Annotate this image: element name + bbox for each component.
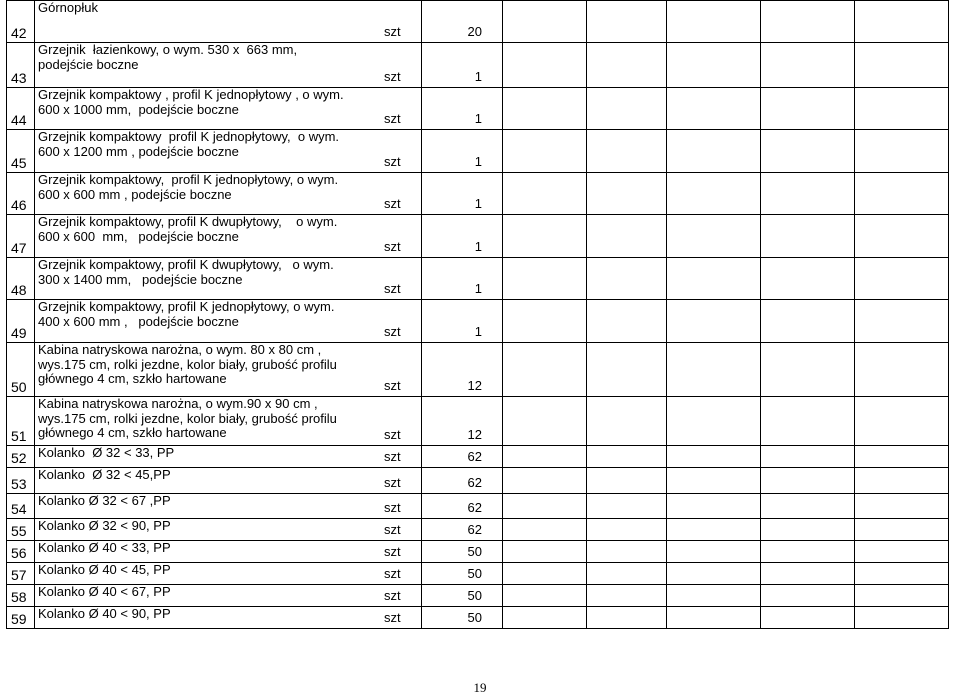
row-number: 53 (7, 468, 35, 494)
row-number: 45 (7, 130, 35, 173)
item-description-cell (35, 446, 422, 468)
empty-cell (587, 446, 667, 468)
item-description-cell (35, 43, 422, 88)
item-table (6, 0, 949, 629)
empty-cell (667, 585, 761, 607)
table-row (7, 43, 949, 88)
empty-cell (587, 300, 667, 343)
empty-cell (587, 519, 667, 541)
item-description: Kolanko Ø 32 < 45,PP (38, 467, 171, 482)
item-description-cell (35, 300, 422, 343)
empty-cell (855, 494, 949, 519)
empty-cell (855, 215, 949, 258)
table-row (7, 519, 949, 541)
empty-cell (761, 468, 855, 494)
empty-cell (855, 130, 949, 173)
item-description: Kolanko Ø 40 < 90, PP (38, 606, 171, 621)
table-row (7, 397, 949, 446)
table-row (7, 541, 949, 563)
quantity-cell: 50 (422, 563, 503, 585)
empty-cell (503, 215, 587, 258)
empty-cell (761, 519, 855, 541)
empty-cell (761, 130, 855, 173)
empty-cell (761, 541, 855, 563)
empty-cell (503, 607, 587, 629)
row-number: 49 (7, 300, 35, 343)
empty-cell (667, 343, 761, 397)
table-row (7, 607, 949, 629)
empty-cell (587, 130, 667, 173)
item-description-cell (35, 494, 422, 519)
table-row (7, 173, 949, 215)
item-description-cell (35, 563, 422, 585)
empty-cell (587, 88, 667, 130)
quantity-cell: 12 (422, 397, 503, 446)
item-description-cell (35, 215, 422, 258)
empty-cell (503, 397, 587, 446)
unit-label: szt (384, 474, 401, 490)
unit-label: szt (384, 499, 401, 515)
empty-cell (503, 258, 587, 300)
row-number: 42 (7, 1, 35, 43)
empty-cell (667, 173, 761, 215)
empty-cell (855, 343, 949, 397)
empty-cell (503, 300, 587, 343)
unit-label: szt (384, 609, 401, 625)
unit-label: szt (384, 238, 401, 254)
item-description-cell (35, 173, 422, 215)
empty-cell (503, 563, 587, 585)
empty-cell (503, 130, 587, 173)
empty-cell (761, 446, 855, 468)
empty-cell (761, 1, 855, 43)
empty-cell (667, 43, 761, 88)
empty-cell (587, 173, 667, 215)
empty-cell (855, 446, 949, 468)
item-description: Grzejnik kompaktowy, profil K jednopłytowy, o wym. 600 x 600 mm , podejście boczne (38, 172, 339, 202)
unit-label: szt (384, 587, 401, 603)
item-description: Kolanko Ø 40 < 33, PP (38, 540, 171, 555)
quantity-cell: 50 (422, 607, 503, 629)
quantity-cell: 1 (422, 43, 503, 88)
empty-cell (503, 88, 587, 130)
unit-label: szt (384, 521, 401, 537)
item-description: Kolanko Ø 32 < 90, PP (38, 518, 171, 533)
row-number: 48 (7, 258, 35, 300)
table-row (7, 563, 949, 585)
table-row (7, 1, 949, 43)
empty-cell (667, 300, 761, 343)
table-row (7, 258, 949, 300)
table-body (7, 1, 949, 629)
empty-cell (587, 258, 667, 300)
empty-cell (587, 468, 667, 494)
unit-label: szt (384, 110, 401, 126)
item-description: Grzejnik kompaktowy profil K jednopłytowy, o wym. 600 x 1200 mm , podejście boczne (38, 129, 340, 159)
row-number: 47 (7, 215, 35, 258)
item-description-cell (35, 258, 422, 300)
empty-cell (855, 173, 949, 215)
empty-cell (503, 343, 587, 397)
empty-cell (855, 541, 949, 563)
table-row (7, 130, 949, 173)
empty-cell (761, 258, 855, 300)
row-number: 51 (7, 397, 35, 446)
empty-cell (667, 468, 761, 494)
quantity-cell: 62 (422, 519, 503, 541)
unit-label: szt (384, 543, 401, 559)
quantity-cell: 62 (422, 494, 503, 519)
empty-cell (503, 43, 587, 88)
unit-label: szt (384, 426, 401, 442)
table-row (7, 88, 949, 130)
unit-label: szt (384, 153, 401, 169)
item-description: Grzejnik kompaktowy, profil K dwupłytowy, o wym. 300 x 1400 mm, podejście boczne (38, 257, 334, 287)
empty-cell (761, 88, 855, 130)
empty-cell (503, 468, 587, 494)
quantity-cell: 50 (422, 541, 503, 563)
empty-cell (761, 585, 855, 607)
quantity-cell: 50 (422, 585, 503, 607)
empty-cell (761, 300, 855, 343)
empty-cell (667, 258, 761, 300)
item-description: Kabina natryskowa narożna, o wym.90 x 90 cm , wys.175 cm, rolki jezdne, kolor biały, grubość profilu głównego 4 cm, szkło hartowane (38, 396, 337, 440)
empty-cell (667, 446, 761, 468)
item-description: Grzejnik kompaktowy , profil K jednopłytowy , o wym. 600 x 1000 mm, podejście boczne (38, 87, 344, 117)
empty-cell (761, 494, 855, 519)
empty-cell (667, 519, 761, 541)
item-description-cell (35, 397, 422, 446)
unit-label: szt (384, 448, 401, 464)
item-description: Kabina natryskowa narożna, o wym. 80 x 80 cm , wys.175 cm, rolki jezdne, kolor biały, grubość profilu głównego 4 cm, szkło hartowane (38, 342, 337, 386)
item-description-cell (35, 607, 422, 629)
empty-cell (503, 585, 587, 607)
table-row (7, 300, 949, 343)
empty-cell (587, 541, 667, 563)
empty-cell (761, 173, 855, 215)
row-number: 55 (7, 519, 35, 541)
empty-cell (761, 215, 855, 258)
empty-cell (855, 258, 949, 300)
empty-cell (667, 215, 761, 258)
item-description: Górnopłuk (38, 0, 98, 15)
quantity-cell: 1 (422, 173, 503, 215)
item-description: Grzejnik kompaktowy, profil K dwupłytowy, o wym. 600 x 600 mm, podejście boczne (38, 214, 338, 244)
empty-cell (503, 173, 587, 215)
row-number: 57 (7, 563, 35, 585)
table-row (7, 468, 949, 494)
empty-cell (667, 607, 761, 629)
empty-cell (667, 541, 761, 563)
item-description: Kolanko Ø 32 < 33, PP (38, 445, 175, 460)
row-number: 52 (7, 446, 35, 468)
item-description: Grzejnik łazienkowy, o wym. 530 x 663 mm, podejście boczne (38, 42, 298, 72)
empty-cell (503, 446, 587, 468)
unit-label: szt (384, 377, 401, 393)
empty-cell (761, 607, 855, 629)
item-description-cell (35, 585, 422, 607)
table-row (7, 446, 949, 468)
empty-cell (503, 494, 587, 519)
item-description-cell (35, 130, 422, 173)
empty-cell (587, 397, 667, 446)
empty-cell (761, 397, 855, 446)
item-description-cell (35, 343, 422, 397)
empty-cell (855, 88, 949, 130)
empty-cell (587, 607, 667, 629)
empty-cell (587, 215, 667, 258)
empty-cell (855, 397, 949, 446)
item-description-cell (35, 519, 422, 541)
empty-cell (855, 585, 949, 607)
table-row (7, 343, 949, 397)
empty-cell (855, 607, 949, 629)
row-number: 58 (7, 585, 35, 607)
page-number: 19 (473, 680, 487, 695)
empty-cell (587, 494, 667, 519)
unit-label: szt (384, 195, 401, 211)
item-description-cell (35, 468, 422, 494)
quantity-cell: 12 (422, 343, 503, 397)
row-number: 56 (7, 541, 35, 563)
empty-cell (667, 397, 761, 446)
row-number: 50 (7, 343, 35, 397)
quantity-cell: 62 (422, 468, 503, 494)
empty-cell (761, 343, 855, 397)
unit-label: szt (384, 323, 401, 339)
quantity-cell: 1 (422, 258, 503, 300)
quantity-cell: 1 (422, 215, 503, 258)
unit-label: szt (384, 23, 401, 39)
item-description: Grzejnik kompaktowy, profil K jednopłytowy, o wym. 400 x 600 mm , podejście boczne (38, 299, 335, 329)
empty-cell (587, 43, 667, 88)
item-description-cell (35, 1, 422, 43)
empty-cell (667, 494, 761, 519)
unit-label: szt (384, 565, 401, 581)
table-row (7, 215, 949, 258)
table-row (7, 585, 949, 607)
empty-cell (855, 519, 949, 541)
empty-cell (503, 541, 587, 563)
unit-label: szt (384, 280, 401, 296)
quantity-cell: 20 (422, 1, 503, 43)
table-row (7, 494, 949, 519)
empty-cell (761, 43, 855, 88)
row-number: 59 (7, 607, 35, 629)
empty-cell (587, 343, 667, 397)
quantity-cell: 1 (422, 130, 503, 173)
quantity-cell: 62 (422, 446, 503, 468)
empty-cell (667, 130, 761, 173)
item-description-cell (35, 541, 422, 563)
item-description: Kolanko Ø 32 < 67 ,PP (38, 493, 171, 508)
empty-cell (587, 563, 667, 585)
empty-cell (855, 563, 949, 585)
empty-cell (587, 585, 667, 607)
item-description: Kolanko Ø 40 < 45, PP (38, 562, 171, 577)
empty-cell (667, 563, 761, 585)
empty-cell (855, 43, 949, 88)
row-number: 44 (7, 88, 35, 130)
empty-cell (667, 88, 761, 130)
item-description: Kolanko Ø 40 < 67, PP (38, 584, 171, 599)
empty-cell (503, 519, 587, 541)
empty-cell (855, 300, 949, 343)
empty-cell (587, 1, 667, 43)
row-number: 54 (7, 494, 35, 519)
empty-cell (667, 1, 761, 43)
quantity-cell: 1 (422, 88, 503, 130)
item-description-cell (35, 88, 422, 130)
empty-cell (503, 1, 587, 43)
empty-cell (855, 1, 949, 43)
empty-cell (761, 563, 855, 585)
row-number: 43 (7, 43, 35, 88)
empty-cell (855, 468, 949, 494)
row-number: 46 (7, 173, 35, 215)
unit-label: szt (384, 68, 401, 84)
quantity-cell: 1 (422, 300, 503, 343)
